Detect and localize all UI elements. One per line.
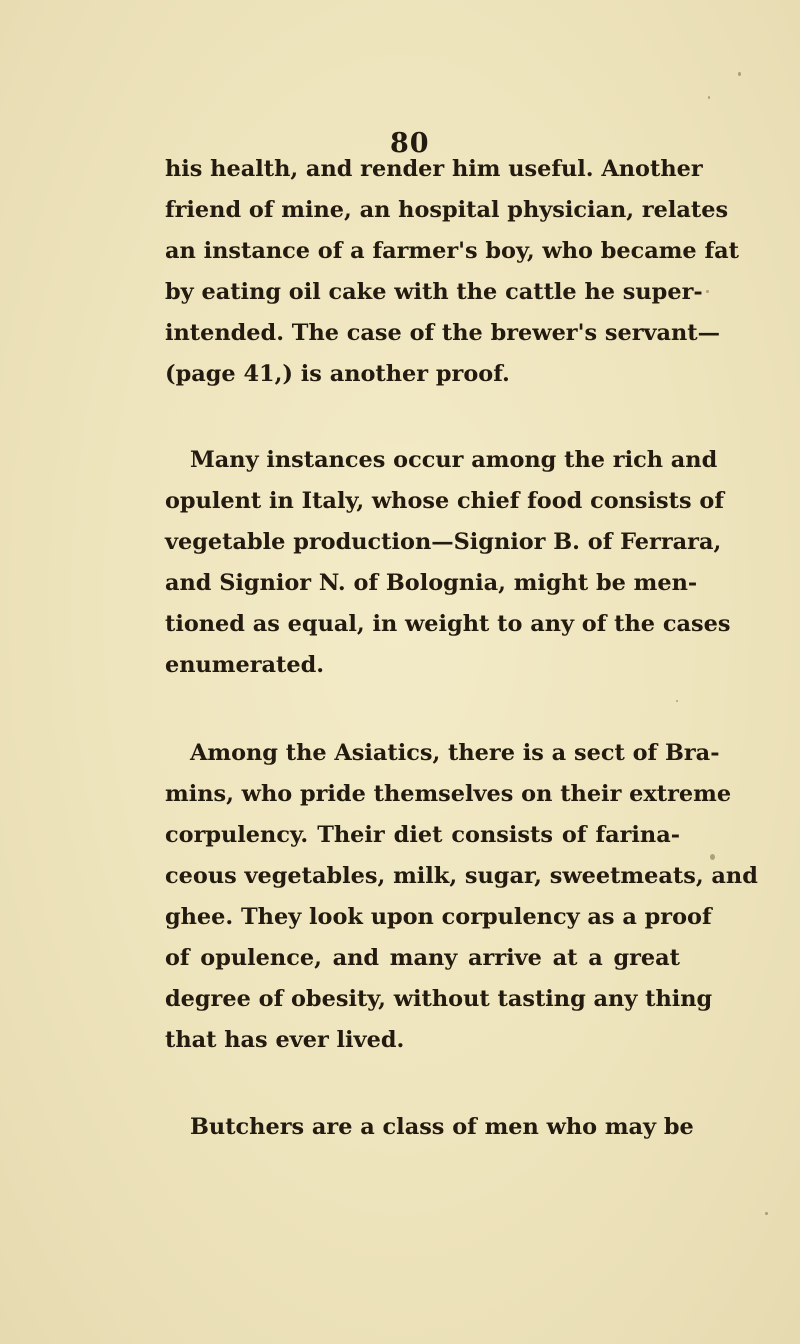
text-line: (page 41,) is another proof. [165,361,510,387]
paragraph-2 [165,440,731,686]
paper-speck [765,1212,768,1215]
paragraph-4 [165,1107,694,1148]
text-line: ghee. They look upon corpulency as a proof [165,904,712,930]
text-line: corpulency. Their diet consists of farina- [165,822,680,848]
paper-speck [706,290,709,293]
text-line: and Signior N. of Bolognia, might be men- [165,570,698,596]
text-line: Many instances occur among the rich and [190,447,718,473]
text-line: ceous vegetables, milk, sugar, sweetmeats, and [165,863,758,889]
paper-speck [710,854,715,860]
paper-speck [708,96,710,99]
paper-speck [738,72,741,76]
text-line: degree of obesity, without tasting any thing [165,986,713,1012]
paper-speck [676,700,678,702]
text-line: Among the Asiatics, there is a sect of Bra- [190,740,720,766]
text-line: his health, and render him useful. Another [165,156,703,182]
text-line: intended. The case of the brewer's servant— [165,320,721,346]
text-line: friend of mine, an hospital physician, relates [165,197,729,223]
text-line: mins, who pride themselves on their extreme [165,781,732,807]
text-line: by eating oil cake with the cattle he super- [165,279,703,305]
text-line: opulent in Italy, whose chief food consists of [165,488,724,514]
paragraph-1 [165,149,739,395]
text-line: that has ever lived. [165,1027,405,1053]
paragraph-3 [165,733,758,1061]
text-line: enumerated. [165,652,325,678]
page-number: 80 [390,128,430,159]
text-line: Butchers are a class of men who may be [190,1114,694,1140]
text-line: an instance of a farmer's boy, who became fat [165,238,739,264]
text-line: tioned as equal, in weight to any of the cases [165,611,731,637]
text-line: vegetable production—Signior B. of Ferrara, [165,529,722,555]
text-line: of opulence, and many arrive at a great [165,945,680,971]
